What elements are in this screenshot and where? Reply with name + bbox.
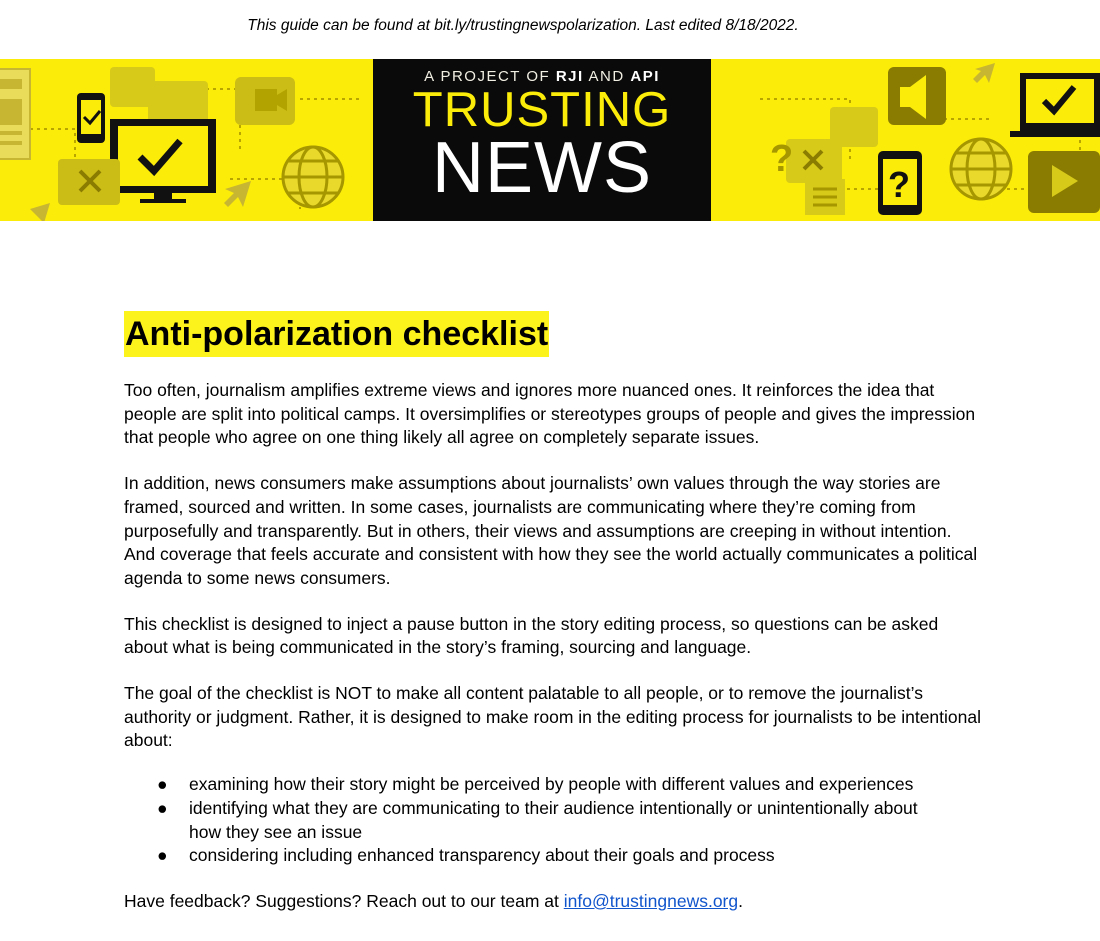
bullet-icon: ● — [157, 774, 168, 795]
header-banner — [0, 59, 1100, 221]
phone-check-icon — [77, 93, 105, 143]
x-mark-icon — [58, 159, 120, 205]
video-play-icon — [1028, 151, 1100, 213]
document-body — [124, 311, 984, 914]
svg-text:?: ? — [888, 164, 910, 205]
email-link[interactable]: info@trustingnews.org — [563, 890, 739, 911]
monitor-check-icon — [110, 119, 216, 203]
globe-icon — [283, 147, 343, 207]
trusting-news-logo — [373, 59, 711, 221]
globe-right-icon — [951, 139, 1011, 199]
goal-list — [124, 773, 984, 868]
paragraph-purpose: This checklist is designed to inject a pause button in the story editing process, so questions can be asked about what is being communicated in the story’s framing, sourcing and language. — [124, 613, 939, 658]
document-icon — [805, 179, 845, 215]
page-title: Anti-polarization checklist — [124, 311, 549, 357]
logo-line-news: NEWS — [432, 128, 652, 208]
paragraph-assumptions: In addition, news consumers make assumptions about journalists’ own values through the way stories are framed, sourced and written. In some cases, journalists are communicating where they’re coming from purposefully and transparently. But in others, their views and assumptions are creeping in without intention. And coverage that feels accurate and consistent with how they see the world actually communicates a political agenda to some news consumers. — [124, 473, 978, 588]
paragraph-intro: Too often, journalism amplifies extreme views and ignores more nuanced ones. It reinforces the idea that people are split into political camps. It oversimplifies or stereotypes groups of people and gives the impression that people who agree on one thing likely all agree on completely separate issues. — [124, 380, 976, 448]
bullet-icon: ● — [157, 797, 168, 818]
newspaper-icon — [0, 69, 30, 159]
laptop-check-icon — [1010, 73, 1100, 137]
question-icon — [770, 138, 793, 180]
svg-text:?: ? — [770, 138, 794, 180]
logo-line-trusting: TRUSTING — [412, 83, 672, 137]
list-item: ● identifying what they are communicating to their audience intentionally or unintentionally about how they see an issue — [157, 797, 918, 842]
feedback-line: Have feedback? Suggestions? Reach out to our team at info@trustingnews.org. — [124, 890, 743, 911]
guide-note: This guide can be found at bit.ly/trustingnewspolarization. Last edited 8/18/2022. — [247, 17, 799, 34]
megaphone-icon — [888, 67, 946, 125]
tablet-question-icon — [878, 151, 922, 215]
list-item: ● considering including enhanced transparency about their goals and process — [157, 844, 949, 868]
logo-subtitle: A PROJECT OF RJI AND API — [424, 68, 660, 85]
paragraph-goal: The goal of the checklist is NOT to make all content palatable to all people, or to remove the journalist’s authority or judgment. Rather, it is designed to make room in the editing process for journalists to be intentional about: — [124, 683, 981, 751]
bullet-icon: ● — [157, 845, 168, 866]
list-item: ● examining how their story might be perceived by people with different values and experiences — [157, 773, 949, 797]
